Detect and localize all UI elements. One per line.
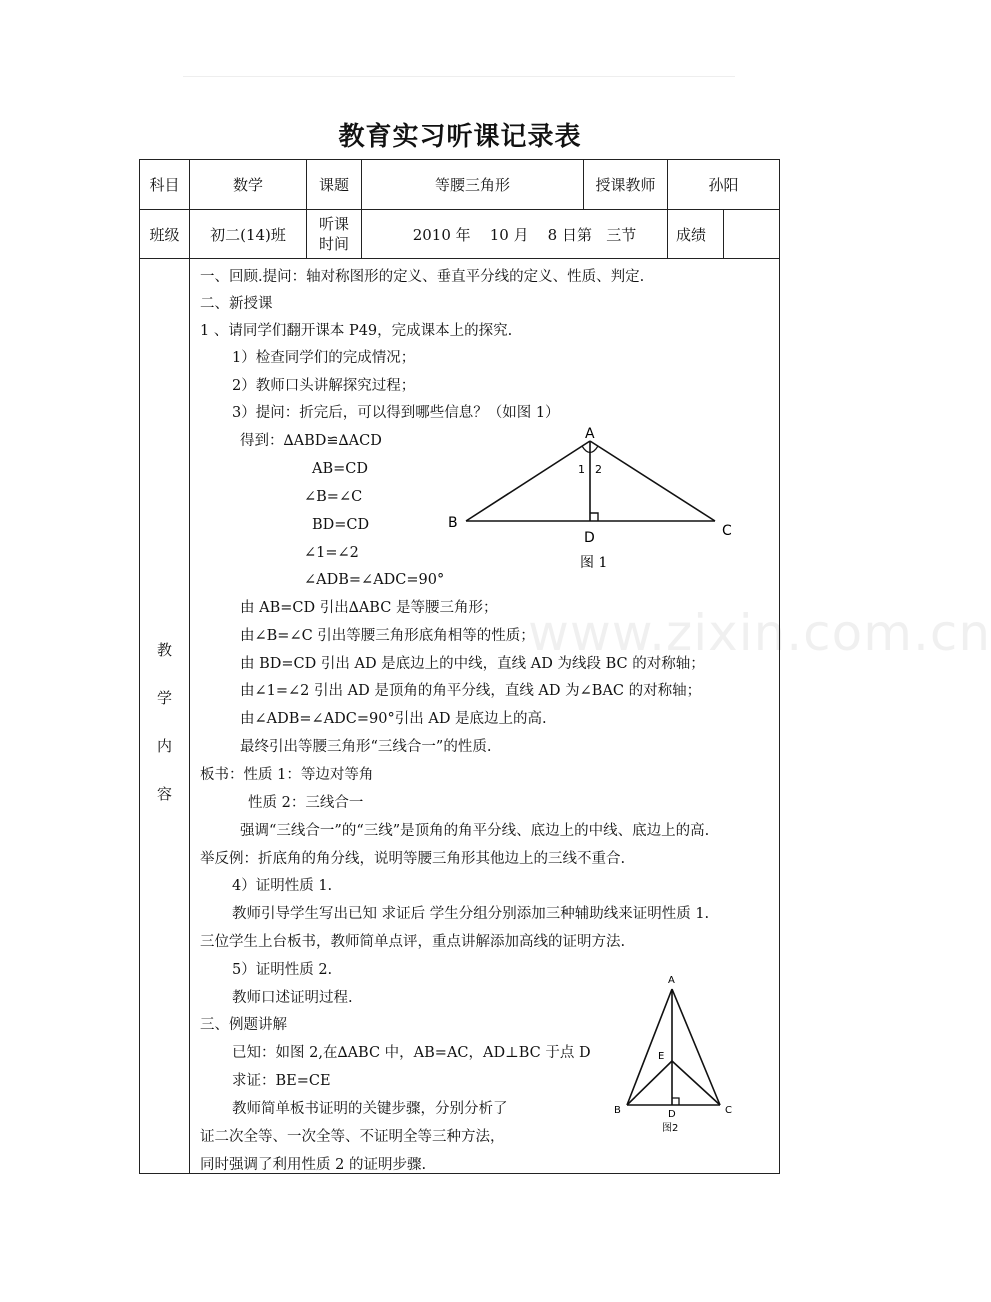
content-line: 性质 2：三线合一 [248,795,364,811]
top-rule [183,76,735,77]
fig1-label-d: D [584,530,595,546]
class-label: 班级 [140,210,190,259]
page-title: 教育实习听课记录表 [338,122,582,152]
content-line: 5）证明性质 2. [232,962,333,978]
time-label-line-1: 听课 [318,215,349,233]
fig1-caption: 图 1 [580,555,608,571]
content-line: 最终引出等腰三角形“三线合一”的性质. [240,739,492,755]
section-label [140,259,190,1174]
content-line: 三位学生上台板书，教师简单点评，重点讲解添加高线的证明方法. [200,934,626,950]
fig1-angle-1: 1 [578,463,585,476]
fig2-label-e: E [658,1051,665,1062]
content-line: AB=CD [312,461,368,477]
content-line: 4）证明性质 1. [232,878,333,894]
fig2-label-c: C [725,1105,732,1116]
fig2-label-d: D [668,1109,676,1120]
content-line: 求证：BE=CE [232,1073,331,1089]
fig1-label-b: B [448,515,458,531]
content-line: 强调“三线合一”的“三线”是顶角的角平分线、底边上的中线、底边上的高. [240,823,710,839]
section-label-char: 教 [156,641,172,659]
topic-label: 课题 [307,160,362,210]
content-line: BD=CD [312,517,370,533]
subject-label: 科目 [140,160,190,210]
topic-value: 等腰三角形 [362,160,584,210]
fig2-label-b: B [614,1105,621,1116]
content-line: 由 BD=CD 引出 AD 是底边上的中线，直线 AD 为线段 BC 的对称轴； [240,656,705,672]
content-line: 2）教师口头讲解探究过程； [232,378,416,394]
subject-value: 数学 [190,160,307,210]
content-line: 得到：∆ABD≌∆ACD [240,433,382,449]
header-row-1 [140,160,780,210]
figure-2 [602,965,734,1139]
content-line: 已知：如图 2,在∆ABC 中，AB=AC，AD⊥BC 于点 D [232,1045,591,1061]
content-line: 教师简单板书证明的关键步骤，分别分析了 [232,1101,508,1117]
content-line: 举反例：折底角的角分线，说明等腰三角形其他边上的三线不重合. [200,851,626,867]
content-line: 二、新授课 [200,296,273,312]
section-label-char: 内 [156,737,172,755]
content-line: 一、回顾.提问：轴对称图形的定义、垂直平分线的定义、性质、判定. [200,269,645,285]
content-line: 板书：性质 1：等边对等角 [200,767,374,783]
content-line: 3）提问：折完后，可以得到哪些信息？（如图 1） [232,405,560,421]
content-line: 同时强调了利用性质 2 的证明步骤. [200,1157,427,1173]
lesson-content [190,259,780,1174]
content-line: 三、例题讲解 [200,1017,287,1033]
content-line: ∠B=∠C [304,489,363,505]
content-row [140,259,780,1174]
content-line: 由∠1=∠2 引出 AD 是顶角的角平分线，直线 AD 为∠BAC 的对称轴； [240,683,702,699]
header-row-2 [140,210,780,259]
record-table [139,159,780,1174]
fig1-label-c: C [722,523,732,539]
time-label-line-2: 时间 [318,235,349,253]
watermark: www.zixin.com.cn [528,604,991,662]
grade-label: 成绩 [668,210,724,259]
content-line: 教师引导学生写出已知 求证后 学生分组分别添加三种辅助线来证明性质 1. [232,906,710,922]
grade-value [724,210,780,259]
class-value: 初二(14)班 [190,210,307,259]
figure-1 [430,423,750,585]
content-line: 教师口述证明过程. [232,990,353,1006]
section-label-char: 学 [156,689,172,707]
content-line: 由 AB=CD 引出∆ABC 是等腰三角形； [240,600,498,616]
time-label [307,210,362,259]
content-line: 证二次全等、一次全等、不证明全等三种方法， [200,1129,505,1145]
teacher-value: 孙阳 [668,160,780,210]
section-label-char: 容 [156,785,172,803]
content-line: 1 、请同学们翻开课本 P49，完成课本上的探究. [200,323,513,339]
content-line: 由∠ADB=∠ADC=90°引出 AD 是底边上的高. [240,711,547,727]
date-value: 2010 年 10 月 8 日第 三节 [362,210,668,259]
content-line: ∠ADB=∠ADC=90° [304,572,445,588]
content-line: 1）检查同学们的完成情况； [232,350,416,366]
teacher-label: 授课教师 [584,160,668,210]
fig1-label-a: A [585,426,595,442]
fig2-caption: 图2 [662,1123,679,1134]
content-line: 由∠B=∠C 引出等腰三角形底角相等的性质； [240,628,535,644]
fig1-angle-2: 2 [595,463,602,476]
fig2-label-a: A [668,975,675,986]
content-line: ∠1=∠2 [304,545,359,561]
